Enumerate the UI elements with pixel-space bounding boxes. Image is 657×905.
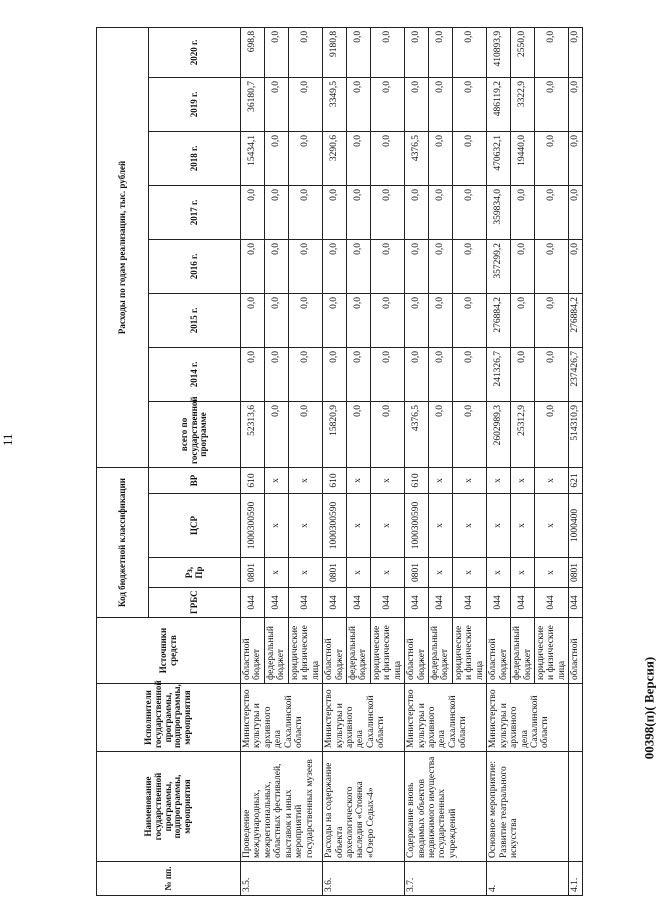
table-row	[569, 27, 582, 895]
rzpr-cell: х	[429, 558, 453, 588]
grbs-cell: 044	[452, 588, 486, 618]
year-2019-cell: 0,0	[288, 77, 322, 131]
year-2020-cell: 0,0	[452, 27, 486, 77]
source-cell: юридические и физические лица	[534, 618, 568, 684]
header-budget-code: Код бюджетной классификации	[97, 467, 149, 617]
year-2020-cell: 410893,9	[487, 27, 511, 77]
year-2018-cell: 15434,1	[241, 131, 265, 185]
year-2020-cell: 0,0	[429, 27, 453, 77]
year-2018-cell: 0,0	[452, 131, 486, 185]
year-2019-cell: 0,0	[429, 77, 453, 131]
grbs-cell: 044	[288, 588, 322, 618]
rzpr-cell: х	[288, 558, 322, 588]
year-2017-cell: 0,0	[511, 185, 535, 239]
total-cell: 15820,9	[323, 401, 347, 467]
year-2014-cell: 0,0	[323, 347, 347, 401]
csr-cell: х	[511, 494, 535, 558]
year-2015-cell: 0,0	[264, 293, 288, 347]
csr-cell: 1000300590	[241, 494, 265, 558]
table-header	[97, 27, 241, 895]
header-grbs: ГРБС	[149, 588, 241, 618]
year-2016-cell: 0,0	[370, 239, 404, 293]
csr-cell: 1000300590	[323, 494, 347, 558]
vr-cell: 610	[405, 467, 429, 493]
vr-cell: х	[534, 467, 568, 493]
year-2018-cell: 4376,5	[405, 131, 429, 185]
total-cell: 0,0	[288, 401, 322, 467]
year-2020-cell: 0,0	[569, 27, 582, 77]
vr-cell: х	[511, 467, 535, 493]
total-cell: 0,0	[452, 401, 486, 467]
table-row	[323, 27, 347, 895]
total-cell: 0,0	[264, 401, 288, 467]
grbs-cell: 044	[511, 588, 535, 618]
year-2019-cell: 0,0	[346, 77, 370, 131]
vr-cell: х	[288, 467, 322, 493]
year-2017-cell: 359834,0	[487, 185, 511, 239]
year-2017-cell: 0,0	[429, 185, 453, 239]
item-name-cell: Основное мероприятие: Развитие театрального искусства	[487, 752, 569, 862]
vr-cell: 610	[323, 467, 347, 493]
rzpr-cell: х	[452, 558, 486, 588]
item-number-cell: 4.1.	[569, 862, 582, 896]
year-2014-cell: 0,0	[429, 347, 453, 401]
year-2019-cell: 0,0	[452, 77, 486, 131]
vr-cell: х	[429, 467, 453, 493]
csr-cell: х	[370, 494, 404, 558]
grbs-cell: 044	[346, 588, 370, 618]
item-executor-cell: Министерство культуры и архивного дела Сахалинской области	[405, 684, 487, 752]
total-cell: 52313,6	[241, 401, 265, 467]
item-executor-cell: Министерство культуры и архивного дела Сахалинской области	[487, 684, 569, 752]
table-row	[405, 27, 429, 895]
header-csr: ЦСР	[149, 494, 241, 558]
year-2014-cell: 0,0	[405, 347, 429, 401]
source-cell: юридические и физические лица	[370, 618, 404, 684]
year-2017-cell: 0,0	[241, 185, 265, 239]
vr-cell: х	[370, 467, 404, 493]
year-2015-cell: 0,0	[511, 293, 535, 347]
year-2015-cell: 0,0	[429, 293, 453, 347]
year-2018-cell: 0,0	[534, 131, 568, 185]
year-2015-cell: 0,0	[370, 293, 404, 347]
year-2018-cell: 0,0	[569, 131, 582, 185]
year-2020-cell: 0,0	[346, 27, 370, 77]
rzpr-cell: х	[511, 558, 535, 588]
grbs-cell: 044	[323, 588, 347, 618]
year-2016-cell: 0,0	[511, 239, 535, 293]
rzpr-cell: 0801	[241, 558, 265, 588]
document-footer-code: 00398(п)( Версия)	[641, 656, 657, 760]
grbs-cell: 044	[264, 588, 288, 618]
year-2019-cell: 36180,7	[241, 77, 265, 131]
year-2014-cell: 0,0	[264, 347, 288, 401]
year-2016-cell: 0,0	[323, 239, 347, 293]
total-cell: 2602989,3	[487, 401, 511, 467]
grbs-cell: 044	[429, 588, 453, 618]
item-number-cell: 4.	[487, 862, 569, 896]
year-2017-cell: 0,0	[288, 185, 322, 239]
table-row	[487, 27, 511, 895]
year-2017-cell: 0,0	[346, 185, 370, 239]
year-2016-cell: 0,0	[241, 239, 265, 293]
source-cell: областной бюджет	[405, 618, 429, 684]
budget-table	[96, 27, 583, 896]
csr-cell: х	[346, 494, 370, 558]
year-2020-cell: 698,8	[241, 27, 265, 77]
year-2020-cell: 2550,0	[511, 27, 535, 77]
source-cell: юридические и физические лица	[288, 618, 322, 684]
header-vr: ВР	[149, 467, 241, 493]
item-name-cell: Содержание вновь вводимых объектов недвижимого имущества государственных учреждений	[405, 752, 487, 862]
year-2015-cell: 0,0	[346, 293, 370, 347]
year-2016-cell: 0,0	[346, 239, 370, 293]
year-2014-cell: 0,0	[288, 347, 322, 401]
csr-cell: 1000300590	[405, 494, 429, 558]
source-cell: федеральный бюджет	[264, 618, 288, 684]
source-cell: областной	[569, 618, 582, 684]
header-year-2014: 2014 г.	[149, 347, 241, 401]
csr-cell: х	[452, 494, 486, 558]
year-2019-cell: 0,0	[264, 77, 288, 131]
item-name-cell	[569, 752, 582, 862]
header-total: всего по государственной программе	[149, 401, 241, 467]
total-cell: 0,0	[370, 401, 404, 467]
year-2014-cell: 0,0	[346, 347, 370, 401]
year-2019-cell: 3349,5	[323, 77, 347, 131]
rzpr-cell: х	[487, 558, 511, 588]
year-2017-cell: 0,0	[569, 185, 582, 239]
year-2017-cell: 0,0	[534, 185, 568, 239]
source-cell: областной бюджет	[241, 618, 265, 684]
csr-cell: х	[264, 494, 288, 558]
item-name-cell: Расходы на содержание объекта археологического наследия «Стоянка «Озеро Седых-4»	[323, 752, 405, 862]
total-cell: 514310,9	[569, 401, 582, 467]
csr-cell: х	[429, 494, 453, 558]
header-year-2020: 2020 г.	[149, 27, 241, 77]
source-cell: федеральный бюджет	[429, 618, 453, 684]
year-2015-cell: 0,0	[534, 293, 568, 347]
header-source: Источники средств	[97, 618, 241, 684]
total-cell: 0,0	[534, 401, 568, 467]
grbs-cell: 044	[487, 588, 511, 618]
year-2017-cell: 0,0	[323, 185, 347, 239]
item-number-cell: 3.7.	[405, 862, 487, 896]
year-2016-cell: 0,0	[534, 239, 568, 293]
item-executor-cell	[569, 684, 582, 752]
item-number-cell: 3.6.	[323, 862, 405, 896]
header-year-2015: 2015 г.	[149, 293, 241, 347]
header-year-2019: 2019 г.	[149, 77, 241, 131]
year-2018-cell: 0,0	[429, 131, 453, 185]
year-2014-cell: 0,0	[370, 347, 404, 401]
rzpr-cell: х	[370, 558, 404, 588]
table-row	[241, 27, 265, 895]
csr-cell: 1000400	[569, 494, 582, 558]
vr-cell: 610	[241, 467, 265, 493]
total-cell: 25312,9	[511, 401, 535, 467]
source-cell: областной бюджет	[487, 618, 511, 684]
csr-cell: х	[288, 494, 322, 558]
table-body	[241, 27, 583, 895]
year-2016-cell: 0,0	[288, 239, 322, 293]
vr-cell: х	[346, 467, 370, 493]
year-2014-cell: 241326,7	[487, 347, 511, 401]
year-2019-cell: 0,0	[534, 77, 568, 131]
year-2017-cell: 0,0	[405, 185, 429, 239]
year-2019-cell: 486119,2	[487, 77, 511, 131]
total-cell: 0,0	[346, 401, 370, 467]
year-2016-cell: 357299,2	[487, 239, 511, 293]
year-2015-cell: 276884,2	[487, 293, 511, 347]
header-num: № пп.	[97, 862, 241, 896]
item-name-cell: Проведение международных, межрегиональных, областных фестивалей, выставок и иных мероприятий государственных музеев	[241, 752, 323, 862]
header-executor: Исполнители государственной программы, подпрограммы, мероприятия	[97, 684, 241, 752]
year-2017-cell: 0,0	[370, 185, 404, 239]
header-year-2017: 2017 г.	[149, 185, 241, 239]
year-2016-cell: 0,0	[569, 239, 582, 293]
year-2019-cell: 0,0	[370, 77, 404, 131]
year-2020-cell: 0,0	[370, 27, 404, 77]
year-2020-cell: 0,0	[288, 27, 322, 77]
year-2018-cell: 3290,6	[323, 131, 347, 185]
year-2017-cell: 0,0	[264, 185, 288, 239]
year-2014-cell: 237426,7	[569, 347, 582, 401]
page-number: 11	[0, 433, 15, 446]
vr-cell: х	[487, 467, 511, 493]
year-2016-cell: 0,0	[452, 239, 486, 293]
year-2018-cell: 0,0	[288, 131, 322, 185]
budget-table-container	[96, 28, 581, 896]
year-2019-cell: 0,0	[405, 77, 429, 131]
item-executor-cell: Министерство культуры и архивного дела Сахалинской области	[323, 684, 405, 752]
grbs-cell: 044	[569, 588, 582, 618]
grbs-cell: 044	[534, 588, 568, 618]
total-cell: 0,0	[429, 401, 453, 467]
year-2016-cell: 0,0	[405, 239, 429, 293]
year-2018-cell: 0,0	[264, 131, 288, 185]
year-2020-cell: 9180,8	[323, 27, 347, 77]
source-cell: областной бюджет	[323, 618, 347, 684]
year-2014-cell: 0,0	[534, 347, 568, 401]
year-2015-cell: 0,0	[323, 293, 347, 347]
year-2018-cell: 470632,1	[487, 131, 511, 185]
year-2019-cell: 3322,9	[511, 77, 535, 131]
year-2018-cell: 0,0	[370, 131, 404, 185]
year-2015-cell: 276884,2	[569, 293, 582, 347]
rzpr-cell: 0801	[405, 558, 429, 588]
header-expenses: Расходы по годам реализации, тыс. рублей	[97, 27, 149, 467]
header-year-2016: 2016 г.	[149, 239, 241, 293]
year-2018-cell: 19440,0	[511, 131, 535, 185]
rotated-table-wrapper	[96, 28, 581, 896]
grbs-cell: 044	[370, 588, 404, 618]
source-cell: федеральный бюджет	[346, 618, 370, 684]
item-executor-cell: Министерство культуры и архивного дела Сахалинской области	[241, 684, 323, 752]
grbs-cell: 044	[241, 588, 265, 618]
source-cell: юридические и физические лица	[452, 618, 486, 684]
year-2015-cell: 0,0	[241, 293, 265, 347]
year-2016-cell: 0,0	[264, 239, 288, 293]
total-cell: 4376,5	[405, 401, 429, 467]
year-2019-cell: 0,0	[569, 77, 582, 131]
rzpr-cell: х	[264, 558, 288, 588]
year-2014-cell: 0,0	[511, 347, 535, 401]
year-2014-cell: 0,0	[452, 347, 486, 401]
grbs-cell: 044	[405, 588, 429, 618]
year-2018-cell: 0,0	[346, 131, 370, 185]
header-year-2018: 2018 г.	[149, 131, 241, 185]
vr-cell: х	[264, 467, 288, 493]
year-2020-cell: 0,0	[264, 27, 288, 77]
rzpr-cell: 0801	[323, 558, 347, 588]
item-number-cell: 3.5.	[241, 862, 323, 896]
rzpr-cell: х	[346, 558, 370, 588]
vr-cell: х	[452, 467, 486, 493]
year-2020-cell: 0,0	[534, 27, 568, 77]
rzpr-cell: 0801	[569, 558, 582, 588]
header-rzpr: Рз, Пр	[149, 558, 241, 588]
year-2017-cell: 0,0	[452, 185, 486, 239]
year-2015-cell: 0,0	[288, 293, 322, 347]
header-name: Наименование государственной программы, подпрограммы, мероприятия	[97, 752, 241, 862]
csr-cell: х	[487, 494, 511, 558]
year-2020-cell: 0,0	[405, 27, 429, 77]
source-cell: федеральный бюджет	[511, 618, 535, 684]
csr-cell: х	[534, 494, 568, 558]
year-2015-cell: 0,0	[405, 293, 429, 347]
year-2014-cell: 0,0	[241, 347, 265, 401]
year-2015-cell: 0,0	[452, 293, 486, 347]
rzpr-cell: х	[534, 558, 568, 588]
year-2016-cell: 0,0	[429, 239, 453, 293]
vr-cell: 621	[569, 467, 582, 493]
